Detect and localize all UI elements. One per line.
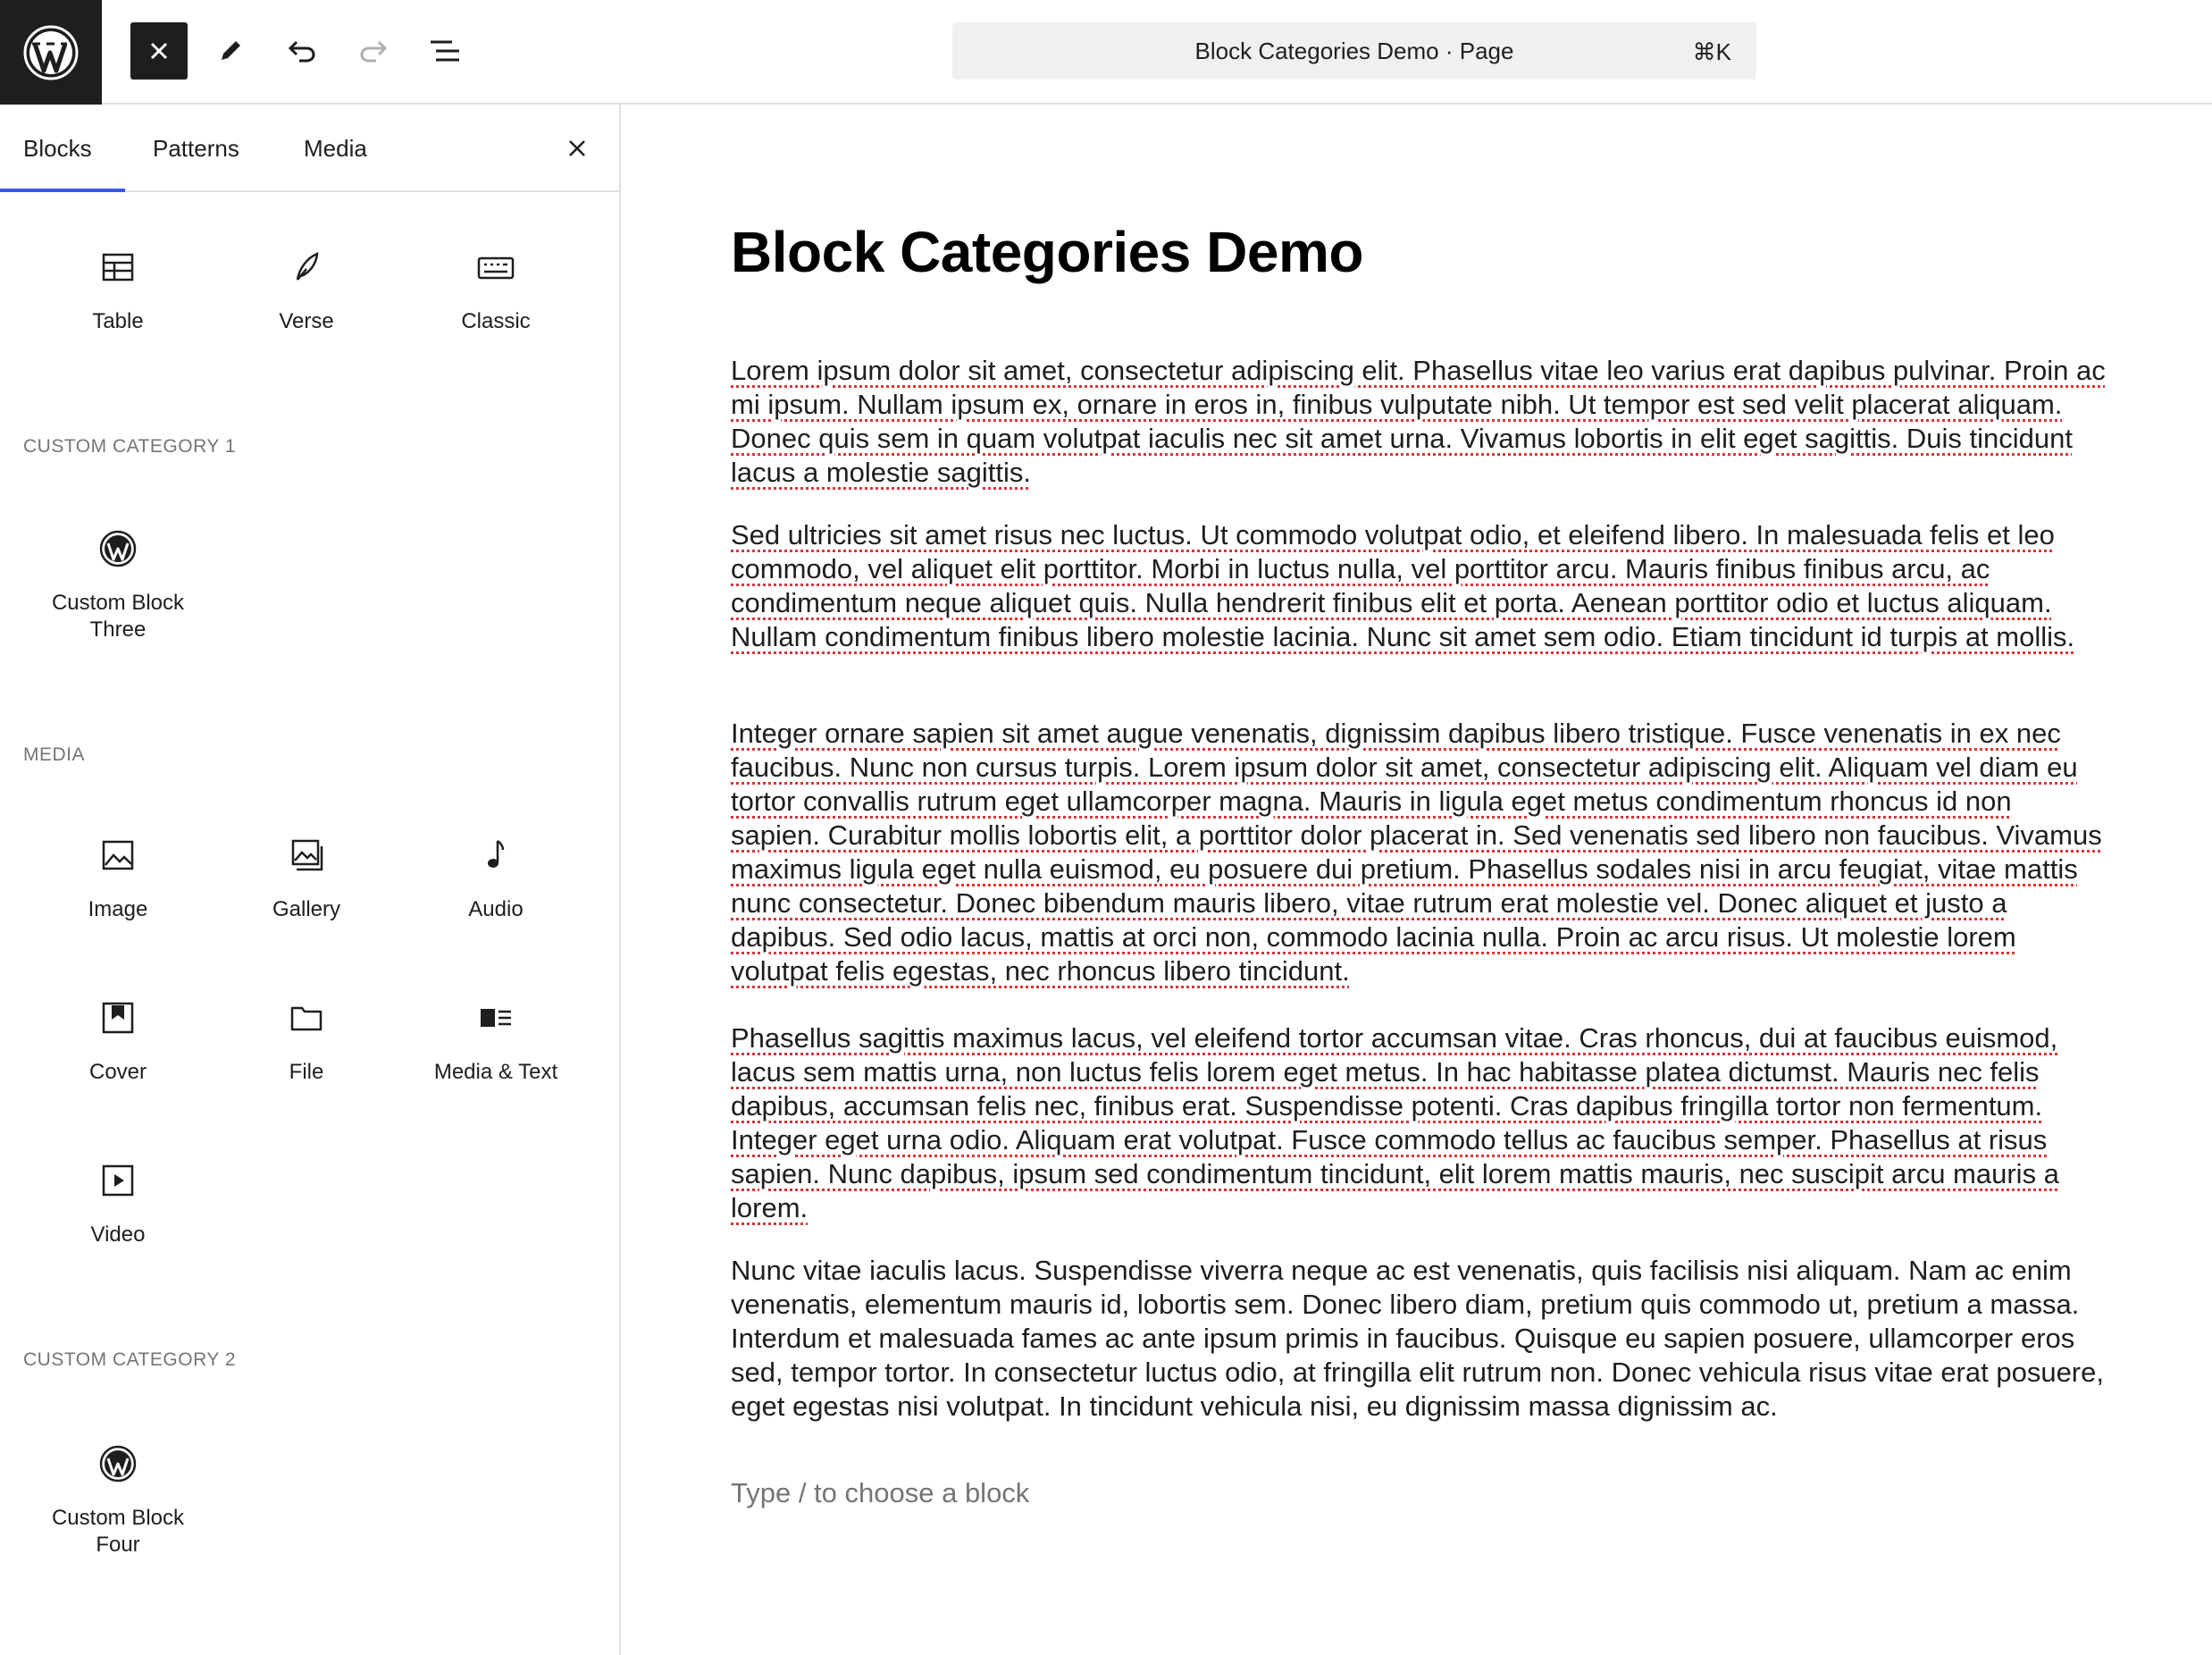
tab-patterns[interactable]: Patterns: [153, 134, 239, 162]
close-icon: [566, 138, 588, 159]
block-label: Media & Text: [433, 1060, 558, 1084]
block-table[interactable]: [23, 246, 213, 335]
redo-icon: [358, 38, 389, 64]
paragraph-block[interactable]: Phasellus sagittis maximus lacus, vel eleifend tortor accumsan vitae. Cras rhoncus, dui at faucibus euismod, lacus sem mattis urna, non luctus felis lorem eget metus. In hac habitasse platea dictumst. Mauris nec felis dapibus, accumsan felis nec, finibus erat. Suspendisse potenti. Cras dapibus fringilla tortor non fermentum. Integer eget urna odio. Aliquam erat volutpat. Fusce commodo tellus ac faucibus semper. Phasellus at risus sapien. Nunc dapibus, ipsum sed condimentum tincidunt, elit lorem mattis mauris, nec suscipit arcu mauris a lorem.: [731, 1022, 2059, 1223]
inserter-tabs: [0, 105, 619, 192]
block-custom-block-four[interactable]: [23, 1442, 213, 1558]
block-verse[interactable]: [212, 246, 401, 335]
block-custom-block-three[interactable]: [23, 527, 213, 643]
block-image[interactable]: [23, 834, 213, 923]
block-label: Image: [88, 897, 148, 921]
paragraph-block[interactable]: Sed ultricies sit amet risus nec luctus. Ut commodo volutpat odio, et eleifend libero. In malesuada felis et leo commodo, vel aliquet elit porttitor. Morbi in luctus nulla, vel porttitor arcu. Mauris finibus finibus arcu, ac condimentum neque aliquet quis. Nulla hendrerit finibus elit et porta. Aenean porttitor odio et luctus aliquam. Nullam condimentum finibus libero molestie lacinia. Nunc sit amet sem odio. Etiam tincidunt id turpis at mollis.: [731, 519, 2075, 652]
tab-blocks[interactable]: Blocks: [23, 134, 92, 162]
keyboard-icon: [474, 246, 517, 289]
block-label: Table: [92, 309, 144, 333]
active-tab-indicator: [0, 189, 125, 192]
feather-icon: [285, 246, 328, 289]
undo-icon: [287, 38, 317, 64]
block-label: Cover: [88, 1060, 147, 1084]
gallery-icon: [285, 834, 328, 877]
block-label: Custom Block Three: [51, 591, 185, 642]
block-inserter-panel: [0, 105, 621, 1655]
editor-canvas: [623, 106, 2212, 1655]
image-icon: [96, 834, 139, 877]
command-palette-bar[interactable]: [952, 22, 1756, 80]
block-label: Classic: [461, 309, 531, 333]
folder-icon: [285, 996, 328, 1039]
block-cover[interactable]: [23, 996, 213, 1086]
wordpress-icon: [96, 527, 139, 570]
wordpress-logo-icon[interactable]: [0, 0, 102, 105]
undo-button[interactable]: [273, 22, 331, 80]
block-media-text[interactable]: [401, 996, 591, 1086]
block-classic[interactable]: [401, 246, 591, 335]
paragraph-block[interactable]: Nunc vitae iaculis lacus. Suspendisse viverra neque ac est venenatis, quis facilisis nisi aliquam. Nam ac enim venenatis, elementum mauris id, lobortis sem. Donec libero diam, pretium quis commodo ut, pretium a massa. Interdum et malesuada fames ac ante ipsum primis in faucibus. Quisque eu sapien posuere, ullamcorper eros sed, tempor tortor. In consectetur luctus odio, at fringilla elit rutrum non. Donec vehicula risus vitae erat posuere, eget egestas nisi volutpat. In tincidunt vehicula nisi, eu dignissim massa dignissim ac.: [731, 1255, 2104, 1422]
paragraph-block[interactable]: Integer ornare sapien sit amet augue venenatis, dignissim dapibus libero tristique. Fusce venenatis in ex nec faucibus. Nunc non cursus turpis. Lorem ipsum dolor sit amet, consectetur adipiscing elit. Aliquam vel diam eu tortor convallis rutrum eget ullamcorper magna. Mauris in ligula eget metus condimentum rhoncus id non sapien. Curabitur mollis lobortis elit, a porttitor dolor placerat in. Sed venenatis sed libero non faucibus. Vivamus maximus ligula eget nulla euismod, eu posuere dui pretium. Phasellus sodales nisi in arcu feugiat, vitae mattis nunc consectetur. Donec bibendum mauris libero, vitae rutrum erat molestie vel. Donec aliquet et justo a dapibus. Sed odio lacus, mattis at orci non, commodo lacinia nulla. Proin ac arcu risus. Ut molestie lorem volutpat felis egestas, nec rhoncus libero tincidunt.: [731, 718, 2102, 987]
document-overview-icon: [429, 38, 461, 63]
block-label: File: [289, 1060, 324, 1084]
block-label: Custom Block Four: [51, 1506, 185, 1557]
tab-media[interactable]: Media: [304, 134, 367, 162]
block-placeholder[interactable]: Type / to choose a block: [731, 1477, 1030, 1508]
block-label: Audio: [468, 897, 524, 921]
block-file[interactable]: [212, 996, 401, 1086]
paragraph-block[interactable]: Lorem ipsum dolor sit amet, consectetur adipiscing elit. Phasellus vitae leo varius erat dapibus pulvinar. Proin ac mi ipsum. Nullam ipsum ex, ornare in eros in, finibus vulputate nibh. Ut tempor est sed velit placerat aliquam. Donec quis sem in quam volutpat iaculis nec sit amet urna. Vivamus lobortis in elit eget sagittis. Duis tincidunt lacus a molestie sagittis.: [731, 355, 2106, 488]
post-title[interactable]: Block Categories Demo: [731, 220, 1363, 284]
block-gallery[interactable]: [212, 834, 401, 923]
close-inserter-button[interactable]: [130, 22, 188, 80]
category-heading: CUSTOM CATEGORY 1: [23, 436, 236, 457]
category-heading: MEDIA: [23, 744, 86, 765]
category-heading: CUSTOM CATEGORY 2: [23, 1349, 236, 1370]
command-shortcut: ⌘K: [1692, 38, 1731, 65]
table-icon: [96, 246, 139, 289]
media-text-icon: [474, 996, 517, 1039]
block-label: Verse: [279, 309, 334, 333]
block-audio[interactable]: [401, 834, 591, 923]
block-label: Gallery: [272, 897, 341, 921]
cover-icon: [96, 996, 139, 1039]
tools-button[interactable]: [202, 22, 259, 80]
wordpress-icon: [96, 1442, 139, 1485]
document-title: Block Categories Demo · Page: [1194, 37, 1514, 64]
pencil-icon: [216, 37, 245, 65]
close-icon: [147, 39, 171, 63]
audio-icon: [474, 834, 517, 877]
block-video[interactable]: [23, 1159, 213, 1248]
editor-header: [0, 0, 2212, 105]
redo-button[interactable]: [345, 22, 402, 80]
close-panel-button[interactable]: [556, 127, 599, 170]
video-icon: [96, 1159, 139, 1202]
document-overview-button[interactable]: [416, 22, 473, 80]
block-label: Video: [90, 1222, 146, 1247]
